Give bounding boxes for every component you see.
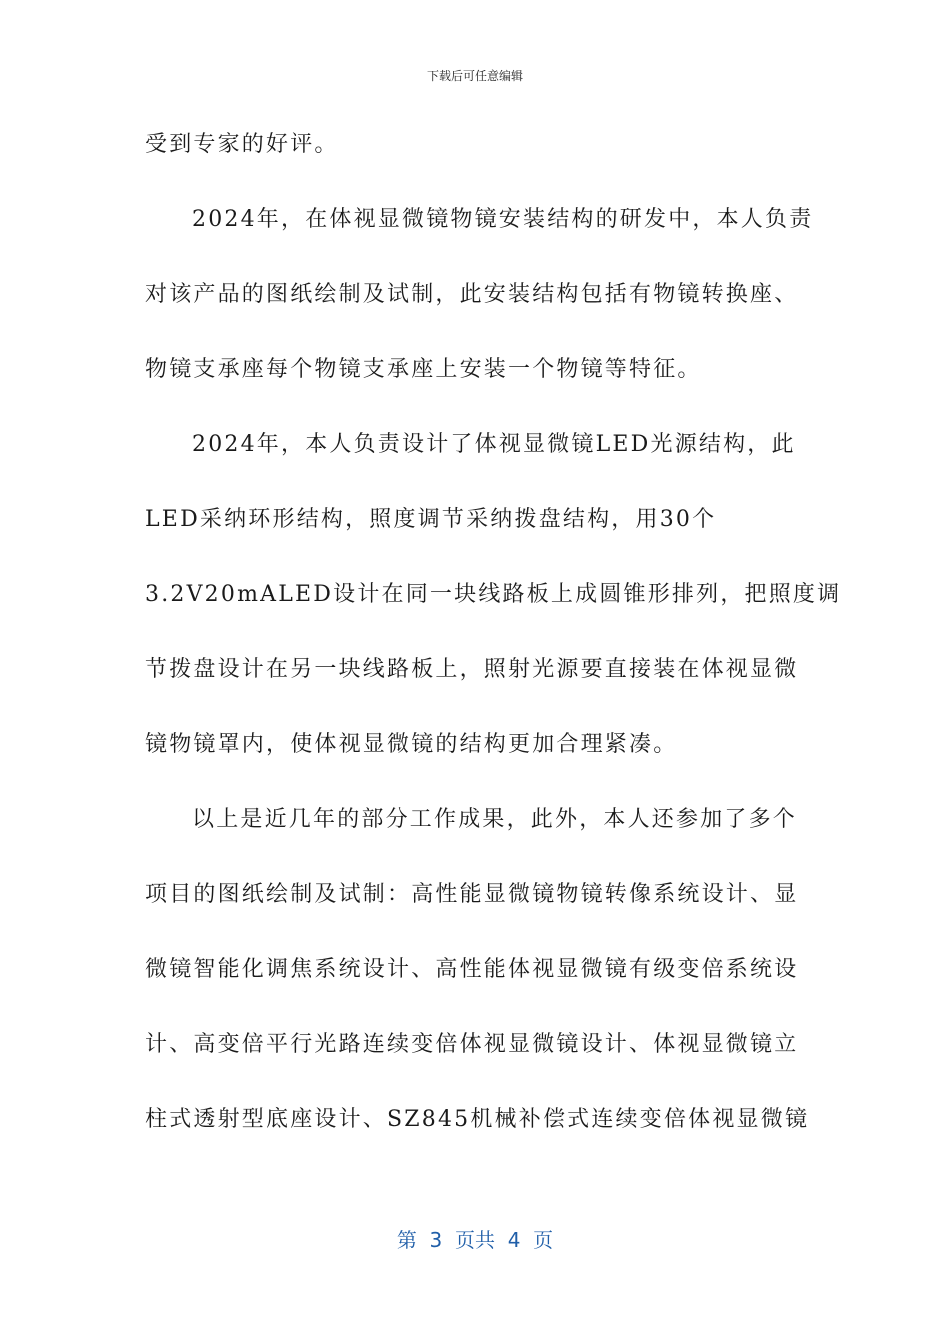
text-line: 微镜智能化调焦系统设计、高性能体视显微镜有级变倍系统设 [145, 957, 799, 982]
text-line: LED采纳环形结构，照度调节采纳拨盘结构，用30个 [145, 507, 717, 532]
paragraph-start-line: 2024年，本人负责设计了体视显微镜LED光源结构，此 [192, 432, 796, 457]
text-line: 柱式透射型底座设计、SZ845机械补偿式连续变倍体视显微镜 [145, 1107, 810, 1132]
document-body [145, 122, 842, 1172]
paragraph-start-line: 以上是近几年的部分工作成果，此外，本人还参加了多个 [192, 807, 798, 832]
text-line: 对该产品的图纸绘制及试制，此安装结构包括有物镜转换座、 [145, 282, 799, 307]
text-line: 受到专家的好评。 [145, 132, 339, 157]
text-line: 物镜支承座每个物镜支承座上安装一个物镜等特征。 [145, 357, 702, 382]
text-line: 计、高变倍平行光路连续变倍体视显微镜设计、体视显微镜立 [145, 1032, 799, 1057]
header-note: 下载后可任意编辑 [426, 69, 523, 83]
text-line: 镜物镜罩内，使体视显微镜的结构更加合理紧凑。 [145, 732, 678, 757]
paragraph-start-line: 2024年，在体视显微镜物镜安装结构的研发中，本人负责 [192, 207, 814, 232]
text-line: 项目的图纸绘制及试制：高性能显微镜物镜转像系统设计、显 [145, 882, 799, 907]
page-number-footer: 第 3 页共 4 页 [396, 1228, 554, 1252]
text-line: 节拨盘设计在另一块线路板上，照射光源要直接装在体视显微 [145, 657, 799, 682]
text-line: 3.2V20mALED设计在同一块线路板上成圆锥形排列，把照度调 [145, 582, 842, 607]
